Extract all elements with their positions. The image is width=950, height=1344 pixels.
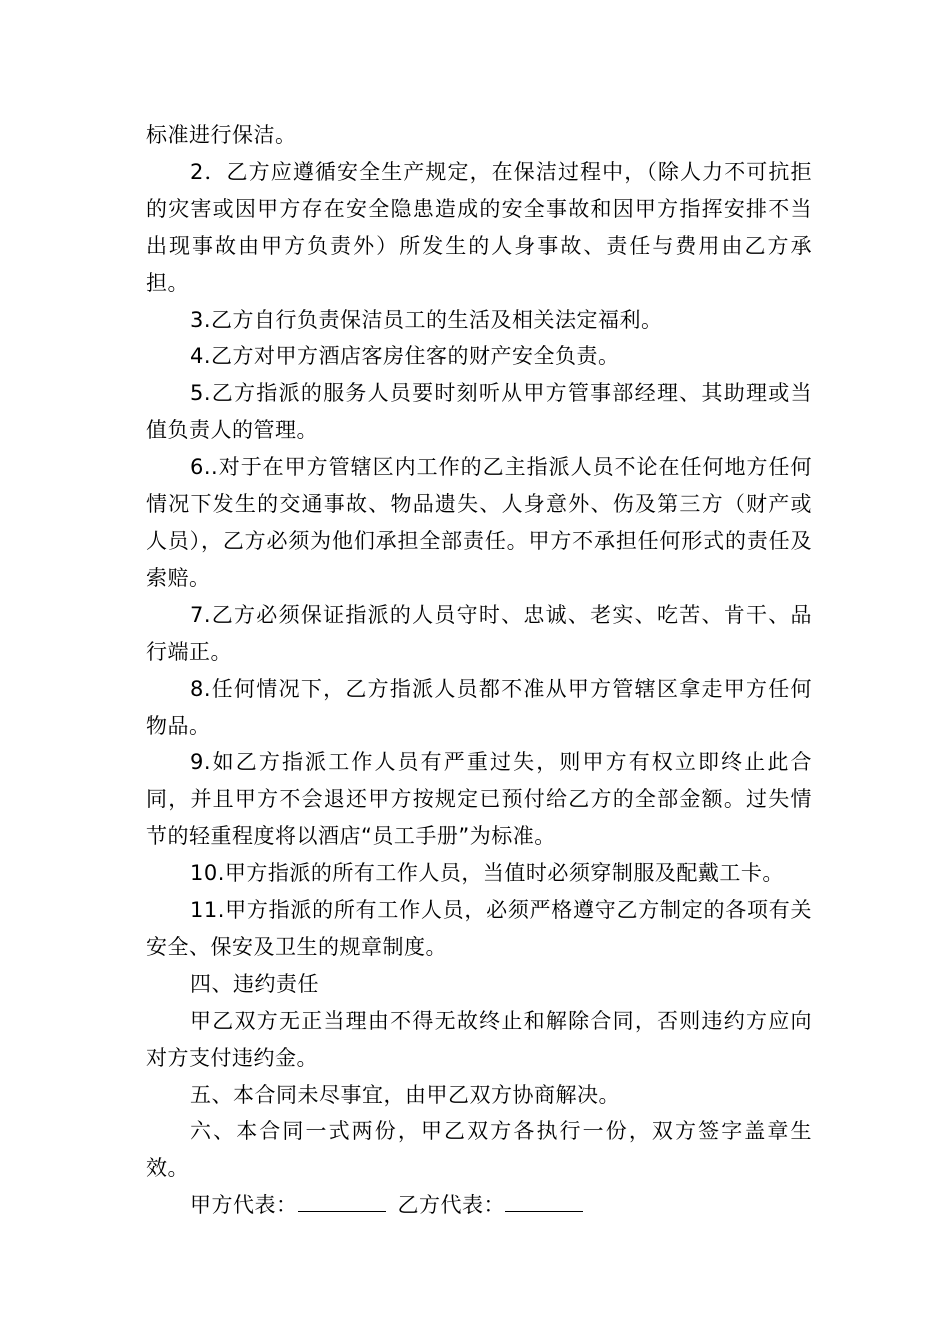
paragraph-6: 6..对于在甲方管辖区内工作的乙主指派人员不论在任何地方任何情况下发生的交通事故、物品遗失、人身意外、伤及第三方（财产或人员），乙方必须为他们承担全部责任。甲方不承担任何形式的责任及索赔。 <box>146 455 812 590</box>
party-b-label: 乙方代表： <box>397 1193 505 1218</box>
paragraph-9: 9.如乙方指派工作人员有严重过失，则甲方有权立即终止此合同，并且甲方不会退还甲方按规定已预付给乙方的全部金额。过失情节的轻重程度将以酒店“员工手册”为标准。 <box>146 750 812 849</box>
paragraph-1: 标准进行保洁。 <box>146 123 297 147</box>
section-5: 五、本合同未尽事宜，由甲乙双方协商解决。 <box>190 1082 620 1107</box>
signature-line <box>146 1187 812 1224</box>
paragraph-2: 2．乙方应遵循安全生产规定，在保洁过程中，（除人力不可抗拒的灾害或因甲方存在安全隐患造成的安全事故和因甲方指挥安排不当出现事故由甲方负责外）所发生的人身事故、责任与费用由乙方承担。 <box>146 159 812 295</box>
paragraph-11: 11.甲方指派的所有工作人员，必须严格遵守乙方制定的各项有关安全、保安及卫生的规章制度。 <box>146 898 812 959</box>
section-6: 六、本合同一式两份，甲乙双方各执行一份，双方签字盖章生效。 <box>146 1119 812 1181</box>
paragraph-10: 10.甲方指派的所有工作人员，当值时必须穿制服及配戴工卡。 <box>190 861 784 886</box>
paragraph-4: 4.乙方对甲方酒店客房住客的财产安全负责。 <box>190 344 620 369</box>
party-b-signature-blank <box>505 1187 583 1212</box>
paragraph-breach-body: 甲乙双方无正当理由不得无故终止和解除合同，否则违约方应向对方支付违约金。 <box>146 1008 812 1070</box>
paragraph-3: 3.乙方自行负责保洁员工的生活及相关法定福利。 <box>190 307 663 332</box>
party-a-label: 甲方代表： <box>190 1193 298 1218</box>
paragraph-8: 8.任何情况下，乙方指派人员都不准从甲方管辖区拿走甲方任何物品。 <box>146 676 812 738</box>
paragraph-5: 5.乙方指派的服务人员要时刻听从甲方管事部经理、其助理或当值负责人的管理。 <box>146 381 812 443</box>
section-heading-breach: 四、违约责任 <box>190 971 319 996</box>
party-a-signature-blank <box>298 1187 386 1212</box>
paragraph-7: 7.乙方必须保证指派的人员守时、忠诚、老实、吃苦、肯干、品行端正。 <box>146 602 812 664</box>
document-body <box>146 117 812 1224</box>
